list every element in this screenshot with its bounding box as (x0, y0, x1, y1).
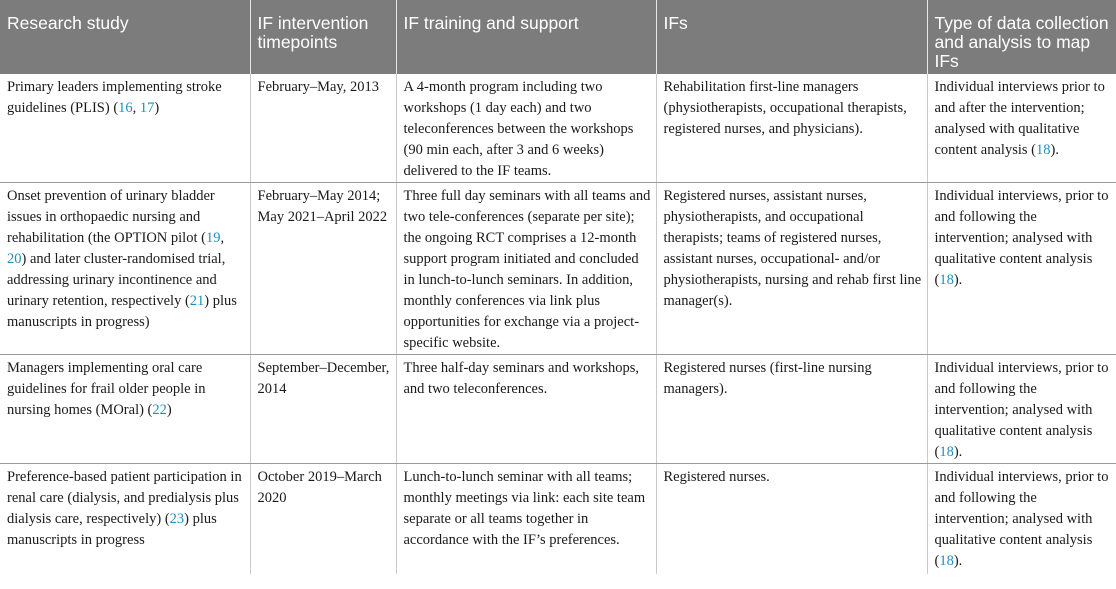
cell-research-study: Primary leaders implementing stroke guidelines (PLIS) (16, 17) (0, 74, 250, 183)
cell-research-study: Onset prevention of urinary bladder issues in orthopaedic nursing and rehabilitation (the OPTION pilot (19, 20) and later cluster-randomised trial, addressing urinary incontinence and urinary retention, respectively (21) plus manuscripts in progress) (0, 183, 250, 355)
cell-training: Three half-day seminars and workshops, and two teleconferences. (396, 355, 656, 464)
table-row (0, 183, 1116, 355)
cell-research-study: Managers implementing oral care guidelines for frail older people in nursing homes (MOral) (22) (0, 355, 250, 464)
cell-ifs: Registered nurses, assistant nurses, physiotherapists, and occupational therapists; teams of registered nurses, assistant nurses, occupational- and/or physiotherapists, nursing and rehab first line manager(s). (656, 183, 927, 355)
header-ifs: IFs (656, 0, 927, 74)
citation-link[interactable]: 19 (205, 230, 221, 246)
header-data-collection: Type of data collection and analysis to map IFs (927, 0, 1116, 74)
cell-ifs: Rehabilitation first-line managers (physiotherapists, occupational therapists, registered nurses, and physicians). (656, 74, 927, 183)
citation-link[interactable]: 18 (939, 444, 954, 460)
cell-data-collection: Individual interviews prior to and after the intervention; analysed with qualitative content analysis (18). (927, 74, 1116, 183)
table-row (0, 464, 1116, 574)
cell-ifs: Registered nurses. (656, 464, 927, 574)
citation-link[interactable]: 18 (939, 553, 954, 569)
citation-link[interactable]: 22 (152, 402, 167, 418)
citation-link[interactable]: 23 (169, 511, 185, 527)
citation-link[interactable]: 17 (139, 100, 155, 116)
cell-timepoints: February–May 2014; May 2021–April 2022 (250, 183, 396, 355)
cell-training: Three full day seminars with all teams and two tele-conferences (separate per site); the ongoing RCT comprises a 12-month support program initiated and concluded in lunch-to-lunch seminars. In addition, monthly conferences via link plus opportunities for exchange via a project-specific website. (396, 183, 656, 355)
cell-ifs: Registered nurses (first-line nursing managers). (656, 355, 927, 464)
cell-training: Lunch-to-lunch seminar with all teams; monthly meetings via link: each site team separate or all teams together in accordance with the IF’s preferences. (396, 464, 656, 574)
cell-research-study: Preference-based patient participation in renal care (dialysis, and predialysis plus dialysis care, respectively) (23) plus manuscripts in progress (7, 469, 242, 548)
cell-timepoints: February–May, 2013 (250, 74, 396, 183)
header-row (0, 0, 1116, 74)
cell-data-collection: Individual interviews, prior to and following the intervention; analysed with qualitative content analysis (18). (927, 464, 1116, 574)
cell-data-collection: Individual interviews, prior to and following the intervention; analysed with qualitative content analysis (18). (927, 355, 1116, 464)
header-training-support: IF training and support (396, 0, 656, 74)
citation-link[interactable]: 16 (118, 100, 133, 116)
cell-data-collection: Individual interviews, prior to and following the intervention; analysed with qualitative content analysis (18). (927, 183, 1116, 355)
cell-timepoints: September–December, 2014 (250, 355, 396, 464)
table-row (0, 74, 1116, 183)
header-timepoints: IF intervention timepoints (250, 0, 396, 74)
citation-link[interactable]: 21 (189, 293, 205, 309)
cell-training: A 4-month program including two workshops (1 day each) and two teleconferences between the workshops (90 min each, after 3 and 6 weeks) delivered to the IF teams. (396, 74, 656, 183)
cell-timepoints: October 2019–March 2020 (250, 464, 396, 574)
citation-link[interactable]: 18 (1035, 142, 1051, 158)
citation-link[interactable]: 20 (7, 251, 22, 267)
citation-link[interactable]: 18 (939, 272, 954, 288)
header-research-study: Research study (0, 0, 250, 74)
table-row (0, 355, 1116, 464)
